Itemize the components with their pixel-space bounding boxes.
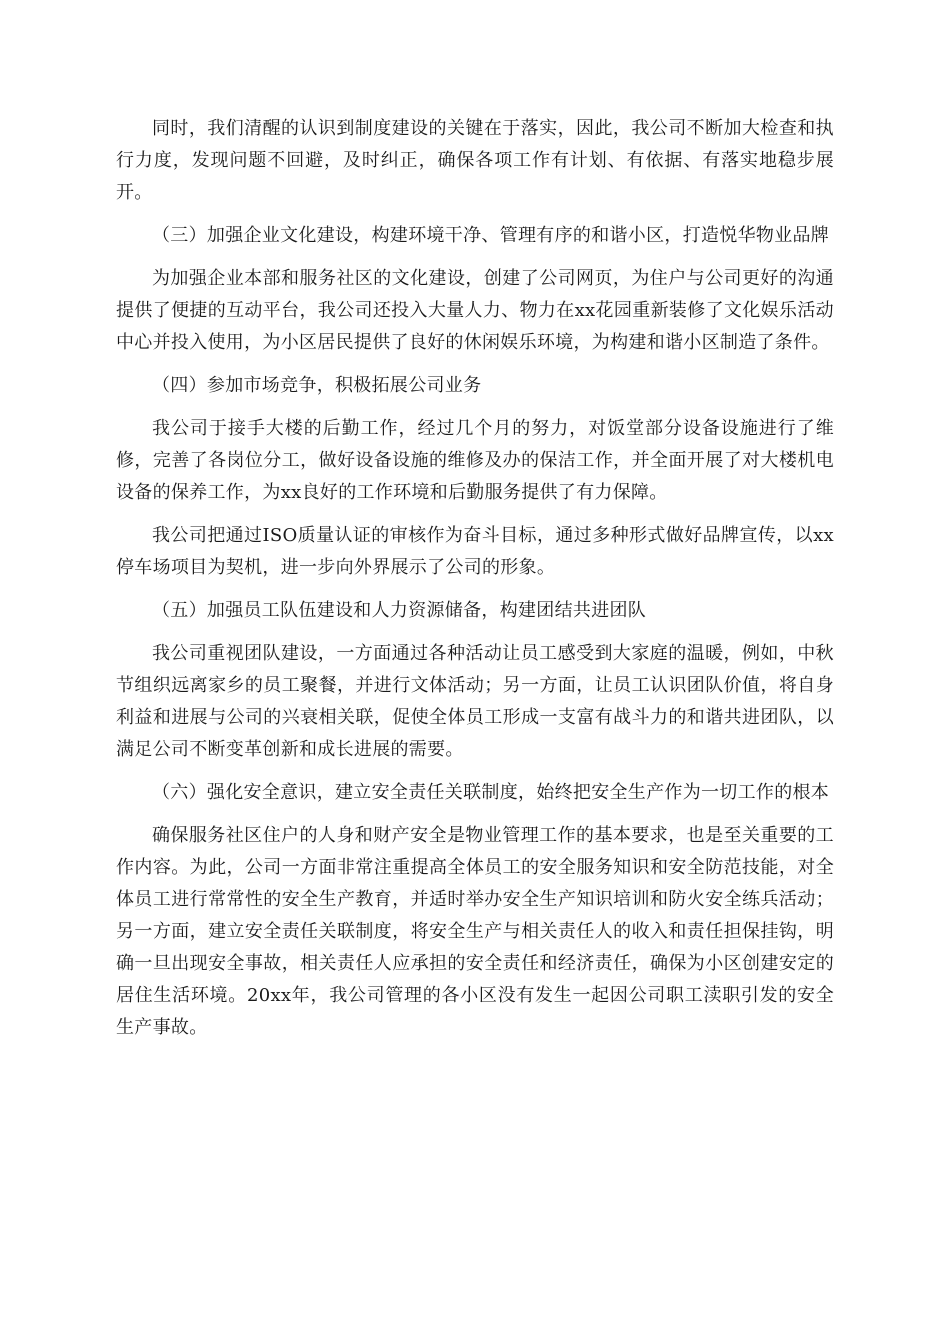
paragraph: 我公司于接手大楼的后勤工作，经过几个月的努力，对饭堂部分设备设施进行了维修，完善了各岗位分工，做好设备设施的维修及办的保洁工作，并全面开展了对大楼机电设备的保养工作，为xx良好的工作环境和后勤服务提供了有力保障。 — [116, 418, 834, 503]
paragraph: 同时，我们清醒的认识到制度建设的关键在于落实，因此，我公司不断加大检查和执行力度，发现问题不回避，及时纠正，确保各项工作有计划、有依据、有落实地稳步展开。 — [116, 118, 834, 203]
paragraph: 我公司把通过ISO质量认证的审核作为奋斗目标，通过多种形式做好品牌宣传，以xx停车场项目为契机，进一步向外界展示了公司的形象。 — [116, 525, 834, 578]
paragraph: 确保服务社区住户的人身和财产安全是物业管理工作的基本要求，也是至关重要的工作内容。为此，公司一方面非常注重提高全体员工的安全服务知识和安全防范技能，对全体员工进行常常性的安全生产教育，并适时举办安全生产知识培训和防火安全练兵活动；另一方面，建立安全责任关联制度，将安全生产与相关责任人的收入和责任担保挂钩，明确一旦出现安全事故，相关责任人应承担的安全责任和经济责任，确保为小区创建安定的居住生活环境。20xx年，我公司管理的各小区没有发生一起因公司职工渎职引发的安全生产事故。 — [116, 825, 834, 1038]
document-body — [116, 113, 834, 1055]
paragraph: 为加强企业本部和服务社区的文化建设，创建了公司网页，为住户与公司更好的沟通提供了便捷的互动平台，我公司还投入大量人力、物力在xx花园重新装修了文化娱乐活动中心并投入使用，为小区居民提供了良好的休闲娱乐环境，为构建和谐小区制造了条件。 — [116, 268, 834, 353]
section-heading: （三）加强企业文化建设，构建环境干净、管理有序的和谐小区，打造悦华物业品牌 — [152, 225, 830, 246]
section-heading: （五）加强员工队伍建设和人力资源储备，构建团结共进团队 — [152, 600, 647, 621]
section-heading: （四）参加市场竞争，积极拓展公司业务 — [152, 375, 482, 396]
paragraph: 我公司重视团队建设，一方面通过各种活动让员工感受到大家庭的温暖，例如，中秋节组织远离家乡的员工聚餐，并进行文体活动；另一方面，让员工认识团队价值，将自身利益和进展与公司的兴衰相关联，促使全体员工形成一支富有战斗力的和谐共进团队，以满足公司不断变革创新和成长进展的需要。 — [116, 643, 834, 760]
section-heading: （六）强化安全意识，建立安全责任关联制度，始终把安全生产作为一切工作的根本 — [152, 782, 830, 803]
